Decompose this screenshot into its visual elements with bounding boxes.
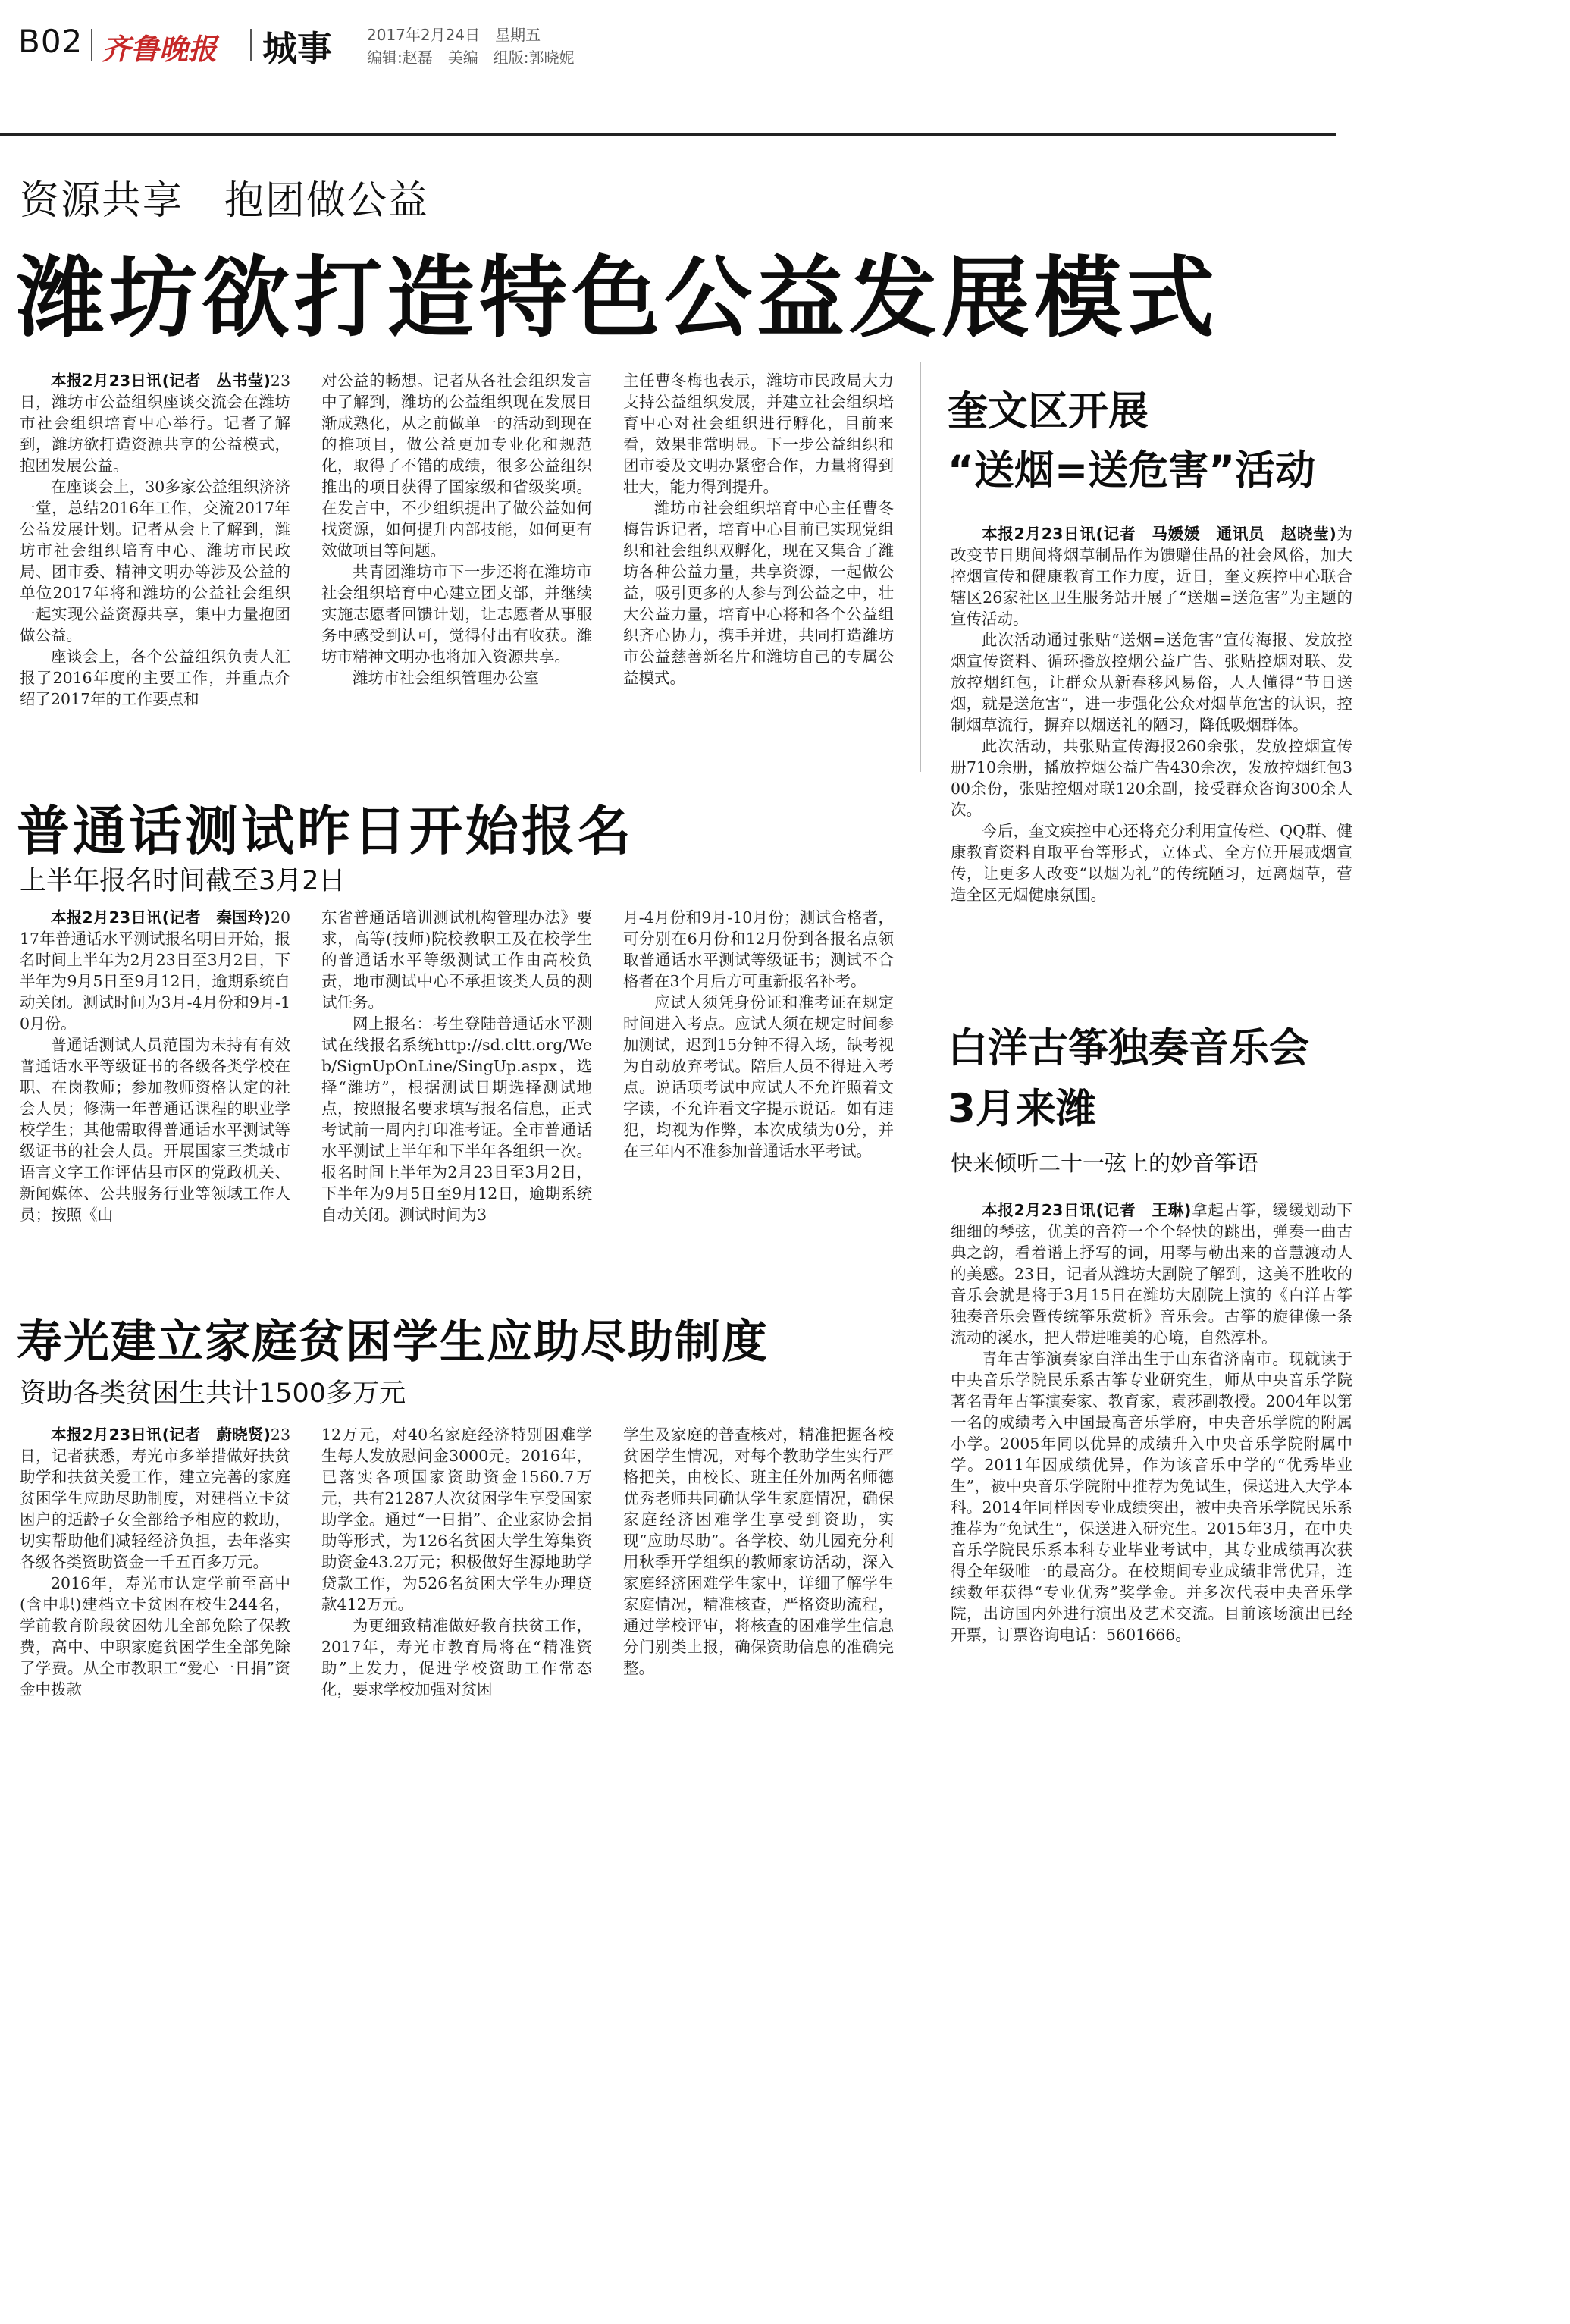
paragraph: 今后，奎文疾控中心还将充分利用宣传栏、QQ群、健康教育资料自取平台等形式，立体式、全方位开展戒烟宣传，让更多人改变“以烟为礼”的传统陋习，远离烟草，营造全区无烟健康氛围。 — [951, 822, 1352, 904]
paragraph: 潍坊市社会组织培育中心主任曹冬梅告诉记者，培育中心目前已实现党组织和社会组织双孵化，现在又集合了潍坊各种公益力量，共享资源，一起做公益，吸引更多的人参与到公益之中，壮大公益力量，培育中心将和各个公益组织齐心协力，携手并进，共同打造潍坊市公益慈善新名片和潍坊自己的专属公益模式。 — [623, 499, 894, 687]
paragraph: 青年古筝演奏家白洋出生于山东省济南市。现就读于中央音乐学院民乐系古筝专业研究生，师从中央音乐学院著名青年古筝演奏家、教育家，袁莎副教授。2004年以第一名的成绩考入中国最高音乐学府，中央音乐学院的附属小学。2005年同以优异的成绩升入中央音乐学院附属中学。2011年因成绩优异，作为该音乐中学的“优秀毕业生”，被中央音乐学院附中推荐为免试生，保送进入大学本科。2014年同样因专业成绩突出，被中央音乐学院民乐系推荐为“免试生”，保送进入研究生。2015年3月，在中央音乐学院民乐系本科专业毕业考试中，其专业成绩再次获得全年级唯一的最高分。在校期间专业成绩非常优异，连续数年获得“专业优秀”奖学金。并多次代表中央音乐学院，出访国内外进行演出及艺术交流。目前该场演出已经开票，订票咨询电话：5601666。 — [951, 1350, 1352, 1644]
paragraph: 为改变节日期间将烟草制品作为馈赠佳品的社会风俗，加大控烟宣传和健康教育工作力度，近日，奎文疾控中心联合辖区26家社区卫生服务站开展了“送烟=送危害”为主题的宣传活动。 — [951, 525, 1352, 628]
paragraph: 对公益的畅想。记者从各社会组织发言中了解到，潍坊的公益组织现在发展日渐成熟化，从之前做单一的活动到现在的推项目，做公益更加专业化和规范化，取得了不错的成绩，很多公益组织推出的项目获得了国家级和省级奖项。在发言中，不少组织提出了做公益如何找资源，如何提升内部技能，如何更有效做项目等问题。 — [321, 372, 592, 560]
story-dateline: 本报2月23日讯(记者 王琳) — [982, 1201, 1192, 1219]
paragraph: 此次活动通过张贴“送烟=送危害”宣传海报、发放控烟宣传资料、循环播放控烟公益广告、张贴控烟对联、发放控烟红包，让群众从新春移风易俗，人人懂得“节日送烟，就是送危害”，进一步强化公众对烟草危害的认识，控制烟草流行，摒弃以烟送礼的陋习，降低吸烟群体。 — [951, 631, 1352, 734]
lead-story-column-3 — [623, 370, 894, 764]
lead-story-column-2 — [321, 370, 592, 764]
story-dateline: 本报2月23日讯(记者 秦国玲) — [51, 908, 271, 927]
lead-story-dateline: 本报2月23日讯(记者 丛书莹) — [51, 372, 271, 390]
newspaper-logo: 齐鲁晚报 — [102, 32, 218, 66]
paragraph: 23日，潍坊市公益组织座谈交流会在潍坊市社会组织培育中心举行。记者了解到，潍坊欲打造资源共享的公益模式，抱团发展公益。 — [20, 372, 290, 475]
paragraph: 共青团潍坊市下一步还将在潍坊市社会组织培育中心建立团支部，并继续实施志愿者回馈计划，让志愿者从事服务中感受到认可，觉得付出有收获。潍坊市精神文明办也将加入资源共享。 — [321, 563, 592, 666]
paragraph: 为更细致精准做好教育扶贫工作，2017年，寿光市教育局将在“精准资助”上发力，促进学校资助工作常态化，要求学校加强对贫困 — [321, 1617, 592, 1698]
paragraph: 网上报名：考生登陆普通话水平测试在线报名系统http://sd.cltt.org/Web/SignUpOnLine/SingUp.aspx，选择“潍坊”，根据测试日期选择测试地点，按照报名要求填写报名信息，正式考试前一周内打印准考证。全市普通话水平测试上半年和下半年各组织一次。报名时间上半年为2月23日至3月2日，下半年为9月5日至9月12日，逾期系统自动关闭。测试时间为3 — [321, 1015, 592, 1224]
story-headline: 奎文区开展 — [948, 388, 1149, 434]
header-divider — [250, 29, 252, 61]
section-name: 城事 — [262, 28, 332, 69]
paragraph: 普通话测试人员范围为未持有有效普通话水平等级证书的各级各类学校在职、在岗教师；参加教师资格认定的社会人员；修满一年普通话课程的职业学校学生；其他需取得普通话水平测试等级证书的社会人员。开展国家三类城市语言文字工作评估县市区的党政机关、新闻媒体、公共服务行业等领域工作人员；按照《山 — [20, 1036, 290, 1224]
story-column-2 — [321, 907, 592, 1278]
header-rule — [0, 133, 1336, 136]
story-body — [951, 523, 1352, 933]
paragraph: 12万元，对40名家庭经济特别困难学生每人发放慰问金3000元。2016年，已落实各项国家资助资金1560.7万元，共有21287人次贫困学生享受国家助学金。通过“一日捐”、企业家协会捐助等形式，为126名贫困大学生筹集资助资金43.2万元；积极做好生源地助学贷款工作，为526名贫困大学生办理贷款412万元。 — [321, 1425, 592, 1614]
lead-story-kicker: 资源共享 抱团做公益 — [20, 178, 430, 224]
paragraph: 此次活动，共张贴宣传海报260余张，发放控烟宣传册710余册，播放控烟公益广告430余次，发放控烟红包300余份，张贴控烟对联120余副，接受群众咨询300余人次。 — [951, 737, 1352, 819]
paragraph: 主任曹冬梅也表示，潍坊市民政局大力支持公益组织发展，并建立社会组织培育中心对社会组织进行孵化，目前来看，效果非常明显。下一步公益组织和团市委及文明办紧密合作，力量将得到壮大，能力得到提升。 — [623, 372, 894, 496]
paragraph: 2016年，寿光市认定学前至高中(含中职)建档立卡贫困在校生244名，学前教育阶段贫困幼儿全部免除了保教费，高中、中职家庭贫困学生全部免除了学费。从全市教职工“爱心一日捐”资金中拨款 — [20, 1574, 290, 1698]
story-subheadline: 上半年报名时间截至3月2日 — [20, 866, 346, 896]
paragraph: 学生及家庭的普查核对，精准把握各校贫困学生情况，对每个教助学生实行严格把关，由校长、班主任外加两名师德优秀老师共同确认学生家庭情况，确保家庭经济困难学生享受到资助，实现“应助尽助”。各学校、幼儿园充分利用秋季开学组织的教师家访活动，深入家庭经济困难学生家中，详细了解学生家庭情况，精准核查，严格资助流程，通过学校评审，将核查的困难学生信息分门别类上报，确保资助信息的准确完整。 — [623, 1425, 894, 1677]
paragraph: 月-4月份和9月-10月份；测试合格者，可分别在6月份和12月份到各报名点领取普通话水平测试等级证书；测试不合格者在3个月后方可重新报名补考。 — [623, 908, 894, 990]
story-subheadline: 资助各类贫困生共计1500多万元 — [20, 1378, 406, 1409]
story-column-2 — [321, 1424, 592, 1803]
page-number: B02 — [18, 23, 83, 60]
header-divider — [91, 29, 92, 61]
lead-story-column-1 — [20, 370, 290, 764]
lead-story-headline: 潍坊欲打造特色公益发展模式 — [17, 247, 1219, 350]
story-headline: 3月来潍 — [948, 1086, 1096, 1132]
paragraph: 拿起古筝，缓缓划动下细细的琴弦，优美的音符一个个轻快的跳出，弹奏一曲古典之韵，看着谱上抒写的词，用琴与勒出来的音慧渡动人的美感。23日，记者从潍坊大剧院了解到，这美不胜收的音乐会就是将于3月15日在潍坊大剧院上演的《白洋古筝独奏音乐会暨传统筝乐赏析》音乐会。古筝的旋律像一条流动的溪水，把人带进唯美的心境，自然淳朴。 — [951, 1201, 1352, 1347]
story-column-3 — [623, 1424, 894, 1803]
story-headline: 白洋古筝独奏音乐会 — [948, 1025, 1309, 1071]
story-headline: 普通话测试昨日开始报名 — [17, 800, 634, 862]
column-divider — [920, 362, 921, 772]
paragraph: 座谈会上，各个公益组织负责人汇报了2016年度的主要工作，并重点介绍了2017年的工作要点和 — [20, 648, 290, 708]
story-column-3 — [623, 907, 894, 1278]
story-dateline: 本报2月23日讯(记者 蔚晓贤) — [51, 1425, 271, 1444]
story-subheadline: 快来倾听二十一弦上的妙音筝语 — [951, 1150, 1259, 1176]
story-column-1 — [20, 1424, 290, 1803]
paragraph: 2017年普通话水平测试报名明日开始，报名时间上半年为2月23日至3月2日，下半年为9月5日至9月12日，逾期系统自动关闭。测试时间为3月-4月份和9月-10月份。 — [20, 908, 290, 1033]
paragraph: 在座谈会上，30多家公益组织济济一堂，总结2016年工作，交流2017年公益发展计划。记者从会上了解到，潍坊市社会组织培育中心、潍坊市民政局、团市委、精神文明办等涉及公益的单位2017年将和潍坊的公益社会组织一起实现公益资源共享，集中力量抱团做公益。 — [20, 478, 290, 645]
story-dateline: 本报2月23日讯(记者 马媛媛 通讯员 赵晓莹) — [982, 525, 1337, 543]
story-headline: “送烟=送危害”活动 — [948, 447, 1316, 494]
story-column-1 — [20, 907, 290, 1278]
paragraph: 潍坊市社会组织管理办公室 — [353, 669, 539, 687]
issue-date: 2017年2月24日 星期五 — [367, 26, 541, 44]
paragraph: 应试人须凭身份证和准考证在规定时间进入考点。应试人须在规定时间参加测试，迟到15分钟不得入场，缺考视为自动放弃考试。陪后人员不得进入考点。说话项考试中应试人不允许照着文字读，不允许看文字提示说话。如有违犯，均视为作弊，本次成绩为0分，并在三年内不准参加普通话水平考试。 — [623, 993, 894, 1160]
paragraph: 东省普通话培训测试机构管理办法》要求，高等(技师)院校教职工及在校学生的普通话水平等级测试工作由高校负责，地市测试中心不承担该类人员的测试任务。 — [321, 908, 592, 1011]
paragraph: 23日，记者获悉，寿光市多举措做好扶贫助学和扶贫关爱工作，建立完善的家庭贫困学生应助尽助制度，对建档立卡贫困户的适龄子女全部给予相应的救助，切实帮助他们减轻经济负担，去年落实各级各类资助资金一千五百多万元。 — [20, 1425, 290, 1571]
story-body — [951, 1200, 1352, 1806]
story-headline: 寿光建立家庭贫困学生应助尽助制度 — [17, 1316, 769, 1369]
editor-credits: 编辑:赵磊 美编 组版:郭晓妮 — [367, 49, 575, 67]
